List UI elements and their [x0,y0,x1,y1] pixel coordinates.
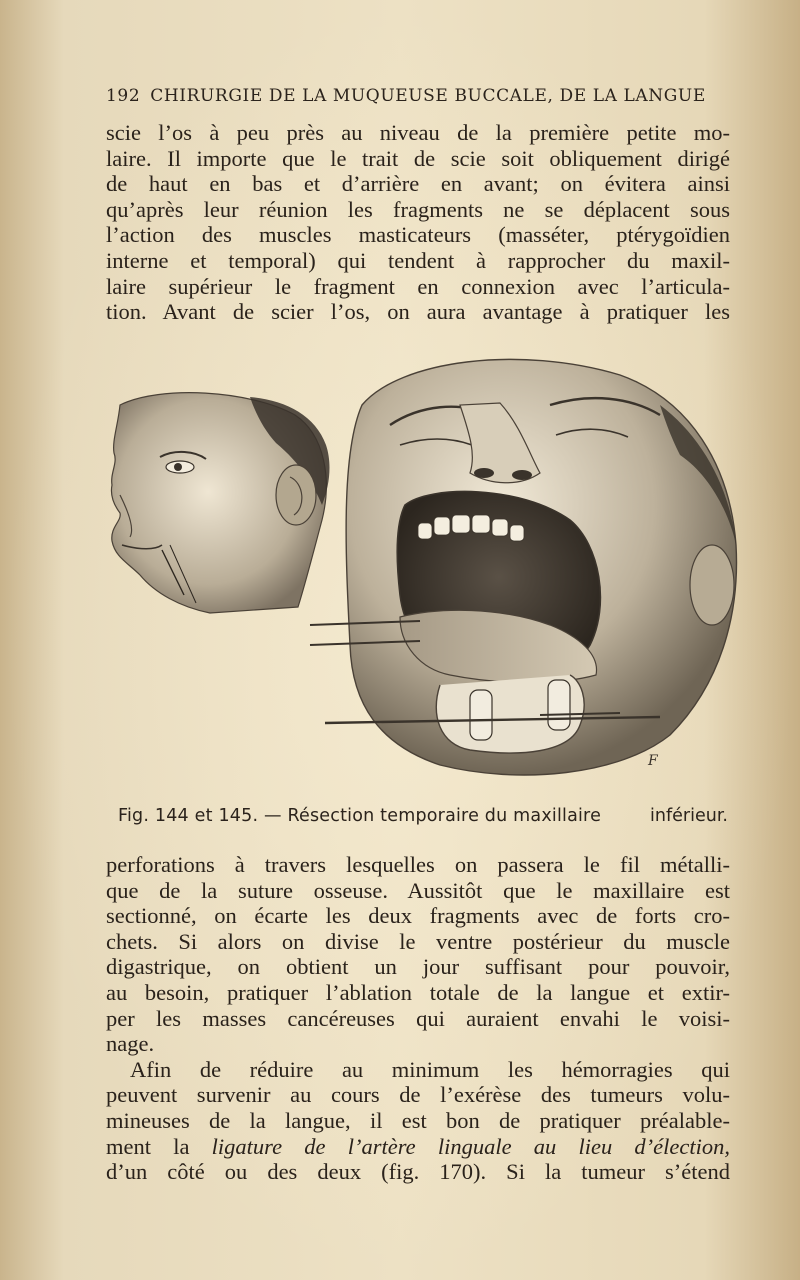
text-line: per les masses cancéreuses qui auraient envahi le voisi- [106,1005,730,1031]
figure-illustration [100,345,750,795]
text-line: au besoin, pratiquer l’ablation totale de la langue et extir- [106,979,730,1005]
profile-head [111,393,329,613]
caption-tail: inférieur. [650,806,728,826]
text-line: Afin de réduire au minimum les hémorragies qui [130,1056,730,1082]
text-line: de haut en bas et d’arrière en avant; on évitera ainsi [106,171,730,197]
text-line: d’un côté ou des deux (fig. 170). Si la tumeur s’étend [106,1159,730,1185]
caption-label: Fig. 144 et 145. — [118,806,282,826]
paragraph-top [106,120,730,325]
text-line-with-emphasis [106,1134,730,1160]
caption-text: Résection temporaire du maxillaire [287,806,602,826]
text-line: perforations à travers lesquelles on passera le fil métalli- [106,852,730,877]
paragraph-bottom [106,852,730,1185]
emphasized-phrase: ligature de l’artère linguale au lieu d’élection, [211,1133,731,1159]
frontal-head [310,359,736,775]
text-line: scie l’os à peu près au niveau de la première petite mo- [106,120,730,145]
text-line: interne et temporal) qui tendent à rapprocher du maxil- [106,247,730,273]
text-line: que de la suture osseuse. Aussitôt que le maxillaire est [106,877,730,903]
text-line: sectionné, on écarte les deux fragments avec de forts cro- [106,903,730,929]
running-title: CHIRURGIE DE LA MUQUEUSE BUCCALE, DE LA LANGUE [150,86,706,106]
engraver-mark: F [648,753,658,769]
text-fragment: ment la [106,1133,190,1159]
running-head [106,86,726,106]
text-line: peuvent survenir au cours de l’exérèse des tumeurs volu- [106,1082,730,1108]
text-line: digastrique, on obtient un jour suffisant pour pouvoir, [106,954,730,980]
text-line: tion. Avant de scier l’os, on aura avantage à pratiquer les [106,299,730,325]
text-line: mineuses de la langue, il est bon de pratiquer préalable- [106,1107,730,1133]
text-line: laire. Il importe que le trait de scie soit obliquement dirigé [106,145,730,171]
figure-caption [118,806,728,826]
text-line: l’action des muscles masticateurs (masséter, ptérygoïdien [106,222,730,248]
text-line: laire supérieur le fragment en connexion avec l’articula- [106,273,730,299]
page-number: 192 [106,86,141,106]
text-line: chets. Si alors on divise le ventre postérieur du muscle [106,928,730,954]
text-line: qu’après leur réunion les fragments ne se déplacent sous [106,196,730,222]
text-line: nage. [106,1031,155,1057]
